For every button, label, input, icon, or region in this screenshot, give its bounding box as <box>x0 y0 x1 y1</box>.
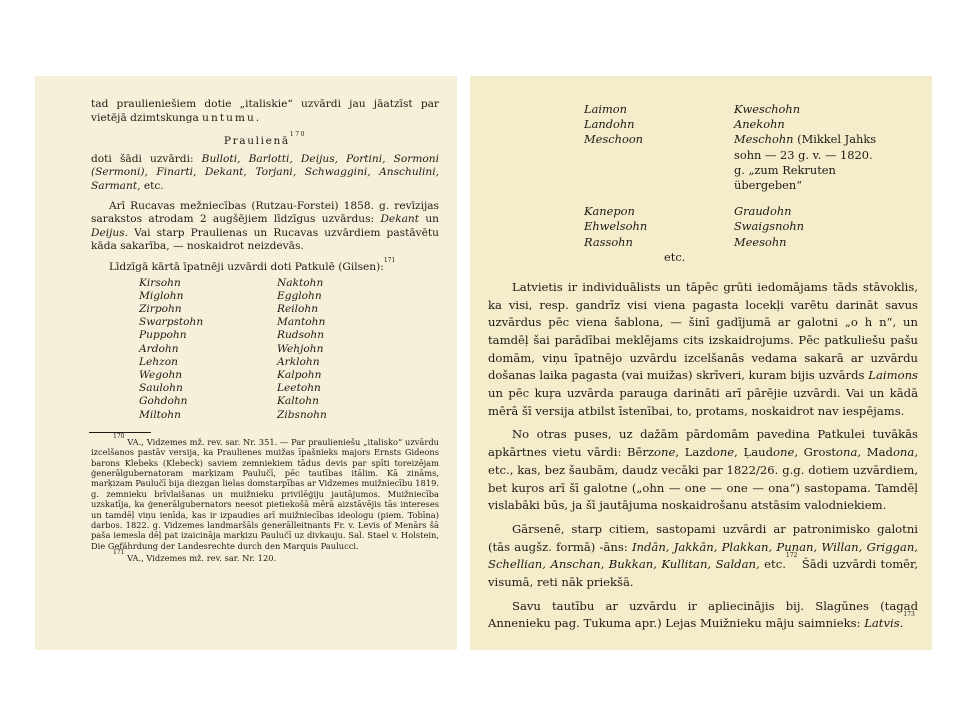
surname: Egglohn <box>277 289 322 302</box>
text: etc. <box>759 557 786 572</box>
surname: Kweschohn <box>734 102 801 116</box>
surname: Landohn <box>584 117 635 132</box>
text: un <box>419 213 439 226</box>
surname: Zibsnohn <box>277 408 327 421</box>
etc-label: etc. <box>664 249 686 264</box>
surname: Leetohn <box>277 382 321 395</box>
text: un pēc kuŗa uzvārda parauga darināti arī pārējie uzvārdi. Vai un kādā mērā šī versija atbilst īstenībai, to, protams, noskaidrot nav iespējams. <box>488 386 918 418</box>
surname: Kanepon <box>584 204 635 219</box>
name-list: Indān, Jakkān, Plakkan, Punan, Willan, Griggan, Schellian, Anschan, Bukkan, Kullitan, Saldan, <box>488 539 918 572</box>
text: , etc., kas, bez šaubām, daudz vecāki par 1822/26. g.g. dotiem uzvārdiem, bet kuŗos arī šī galotne („ohn — one — one — ona“) sastopama. Tamdēļ vislabāki būs, ja šī jautājuma noskaidrošanu atstāsim valodniekiem. <box>488 445 918 513</box>
section-heading <box>91 131 439 149</box>
text-spaced: untumu. <box>202 111 262 124</box>
text: Latvietis ir individuālists un tāpēc grūti iedomājams tāds stāvoklis, ka visi, resp. gandrīz visi viena pagasta locekļi varētu darināt savus uzvārdus pēc viena šablona, — šinī gadījumā ar galotni „o h n“, un tamdēļ šai parādībai meklējams cits izskaidrojums. Pēc patkuliešu pašu domām, viņu īpatnējo uzvārdu izcelšanās vedama sakarā ar uzvārdu došanas laika pagasta (vai muižas) skrīveri, kuram bijis uzvārds <box>488 279 918 383</box>
table-cell <box>734 132 884 193</box>
surname: Anekohn <box>734 117 785 132</box>
surname-column-1 <box>139 277 277 422</box>
paragraph-2 <box>91 153 439 194</box>
text: Šādi uzvārdi tomēr, visumā, reti nāk priekšā. <box>488 557 919 590</box>
name: Laimons <box>868 368 918 383</box>
table-cell <box>584 204 734 219</box>
footnote-text: VA., Vidzemes mž. rev. sar. Nr. 120. <box>127 553 277 564</box>
table-cell <box>584 219 734 234</box>
surname: Laimon <box>584 102 627 116</box>
table-cell <box>734 102 884 117</box>
footnote-number: 171 <box>113 549 125 557</box>
surname: Kirsohn <box>139 276 181 289</box>
footnote-number: 170 <box>113 432 125 440</box>
text: , Lazd <box>675 445 713 460</box>
table-cell <box>584 102 734 117</box>
surname: Wegohn <box>139 368 183 381</box>
name-list: Bulloti, Barlotti, Deijus, Portini, Sormoni (Sermoni), Finarti, Dekant, Torjani, Schwaggini, Anschulini, Sarmant, <box>91 152 439 192</box>
surname: Ehwelsohn <box>584 219 648 234</box>
table-cell <box>734 117 884 132</box>
footnote-text: VA., Vidzemes mž. rev. sar. Nr. 351. — Par praulieniešu „italisko“ uzvārdu izcelšanos pastāv versija, ka Praulienes muižas īpašnieks majors Ernsts Gideons barons Klebeks (Klebeck) saviem zemniekiem tādus devis par spīti toreizējam ģenerālgubernatoram marķizam Paulučī, pēc tautības itālim. Kā zināms, marķizam Paulučī bija diezgan lielas domstarpības ar Vidzemes muižniecību 1819. g. zemnieku brīvlaišanas un muižnieku privilēģiju jautājumos. Muižniecība uzskatīja, ka ģenerālgubernators neesot pietiekošā mērā aizstāvējis tās intereses un tamdēļ viņu ienīda, kas ir izpaudies arī muižniecības ideologu (piem. Tobīna) darbos. 1822. g. Vidzemes landmaršāls ģenerālleitnants Fr. v. Levis of Menārs šā paša iemesla dēļ pat izaicināja marķizu Paulučī uz divkauju. Sal. Stael v. Holstein, Die Gefährdung der Landesrechte durch den Marquis Paulucci. <box>91 436 439 551</box>
surname: Puppohn <box>139 329 187 342</box>
paragraph-r3 <box>488 521 918 592</box>
text: Arī Rucavas mežniecības (Rutzau-Forstei) 1858. g. revīzijas sarakstos atrodam 2 augšējiem līdzīgus uzvārdus: <box>91 199 439 226</box>
table-cell <box>584 132 734 193</box>
text: , Grost <box>794 445 837 460</box>
paragraph-4 <box>91 256 439 275</box>
surname: Kaltohn <box>277 395 319 408</box>
surname: Ardohn <box>139 342 179 355</box>
text: Savu tautību ar uzvārdu ir apliecinājis bij. Slagūnes (tagad Annenieku pag. Tukuma apr.) Lejas Muižnieku māju saimnieks: <box>488 598 918 631</box>
text: Līdzīgā kārtā īpatnēji uzvārdi doti Patkulē (Gilsen): <box>109 260 384 273</box>
surname: Miltohn <box>139 408 181 421</box>
text: tad praulieniešiem dotie „italiskie“ uzvārdi jau jāatzīst par vietējā dzimtskunga <box>91 98 439 124</box>
surname: Rudsohn <box>277 329 325 342</box>
surname: Meschoon <box>584 132 644 147</box>
footnote-ref: 173 <box>903 611 915 619</box>
name: Latvis. <box>864 616 904 631</box>
paragraph-1 <box>91 98 439 125</box>
footnote-170 <box>91 432 439 551</box>
text: Vai starp Praulienas un Rucavas uzvārdiem pastāvētu kāda sakarība, — noskaidrot neizdevās. <box>91 226 439 253</box>
footnote-ref: 170 <box>289 131 307 139</box>
surname: Meschohn <box>734 132 794 147</box>
name: Deijus. <box>91 226 129 239</box>
text: Gārsenē, starp citiem, sastopami uzvārdi ar patronimisko galotni (tās augšz. formā) -āns: <box>488 521 918 554</box>
paragraph-3 <box>91 200 439 254</box>
surname: Mantohn <box>277 316 326 329</box>
footnote-ref: 172 <box>785 552 798 560</box>
suffix: one <box>654 445 676 460</box>
surname: Reilohn <box>277 302 319 315</box>
text: etc. <box>140 179 164 192</box>
paragraph-r1 <box>488 279 918 421</box>
suffix: one <box>712 445 735 460</box>
surname: Swarpstohn <box>139 316 204 329</box>
footnote-171 <box>91 549 439 564</box>
name: Dekant <box>380 213 420 226</box>
table-cell <box>734 219 884 234</box>
surname: Kalpohn <box>277 368 322 381</box>
surname: Saulohn <box>139 382 183 395</box>
table-cell <box>584 117 734 132</box>
paragraph-r2 <box>488 426 918 515</box>
surname: Swaigsnohn <box>734 219 804 234</box>
paragraph-r4 <box>488 598 918 633</box>
table-cell <box>584 235 734 250</box>
surname-note: (Mikkel Jahks sohn — 23 g. v. — 1820. g. „zum Rekruten übergeben“ <box>734 132 877 193</box>
surname-table-2 <box>584 204 918 250</box>
text: doti šādi uzvārdi: <box>91 152 202 165</box>
surname: Miglohn <box>139 289 184 302</box>
footnote-ref: 171 <box>383 256 396 264</box>
surname: Meesohn <box>734 234 787 249</box>
surname-table <box>584 102 918 193</box>
surname: Naktohn <box>277 276 324 289</box>
surname: Zirpohn <box>139 302 182 315</box>
suffix: one <box>773 445 795 460</box>
surname-list <box>139 277 439 422</box>
heading-text: Praulienā <box>223 135 290 148</box>
table-cell <box>734 235 884 250</box>
surname: Gohdohn <box>139 395 188 408</box>
surname: Arklohn <box>277 355 320 368</box>
left-page <box>35 76 457 650</box>
text: , Mad <box>857 445 893 460</box>
surname-column-2 <box>277 277 427 422</box>
table-cell <box>734 204 884 219</box>
suffix: ona <box>836 445 858 460</box>
surname: Graudohn <box>734 204 792 219</box>
suffix: ona <box>892 445 915 460</box>
surname: Wehjohn <box>277 342 324 355</box>
surname: Rassohn <box>584 234 633 249</box>
right-page <box>470 76 932 650</box>
text: No otras puses, uz dažām pārdomām pavedina Patkulei tuvākās apkārtnes vietu vārdi: Bērz <box>488 427 918 460</box>
text: , Ļaud <box>734 445 773 460</box>
surname: Lehzon <box>139 355 178 368</box>
